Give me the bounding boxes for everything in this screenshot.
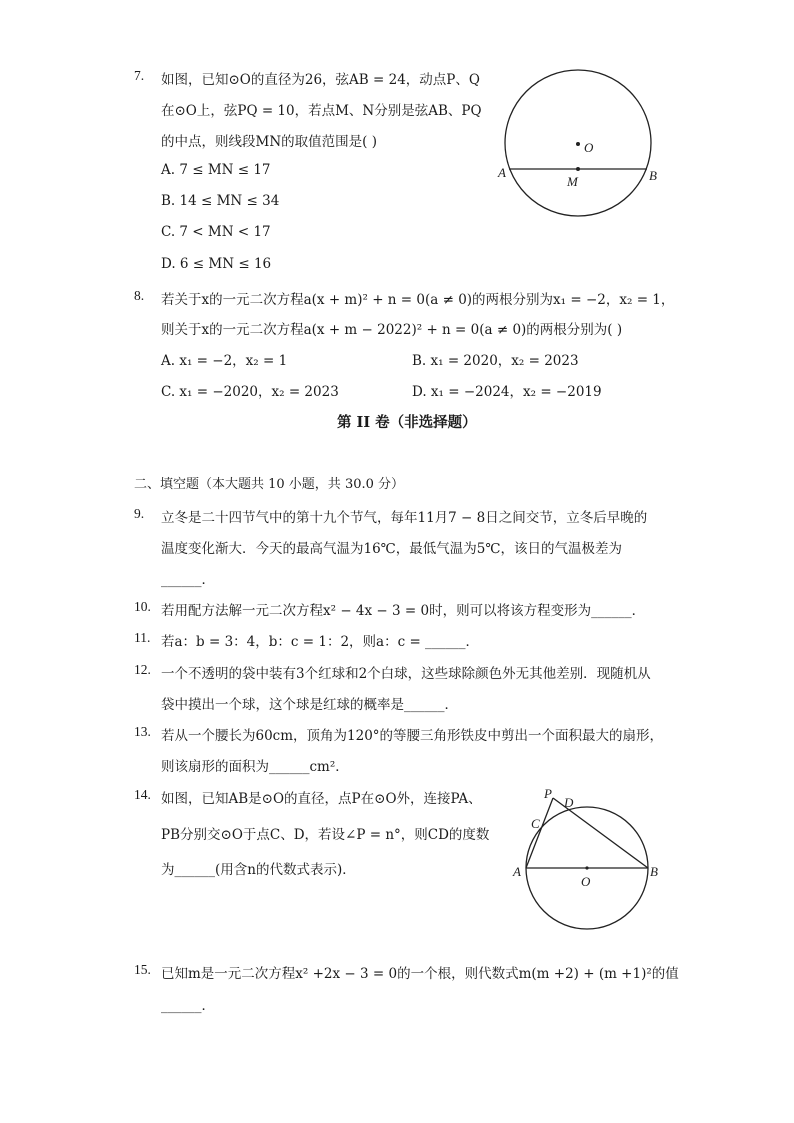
- q8-option-d: D. x₁ = −2024，x₂ = −2019: [412, 384, 602, 400]
- q12-line2: 袋中摸出一个球，这个球是红球的概率是______．: [161, 697, 458, 713]
- q14-line1: 如图，已知AB是⊙O的直径，点P在⊙O外，连接PA、: [161, 791, 482, 807]
- q13-line2: 则该扇形的面积为______cm²．: [161, 759, 349, 775]
- q13-line1: 若从一个腰长为60cm，顶角为120°的等腰三角形铁皮中剪出一个面积最大的扇形，: [161, 728, 664, 744]
- q7-point-m: [576, 167, 580, 171]
- q8-line1: 若关于x的一元二次方程a(x + m)² + n = 0(a ≠ 0)的两根分别为x₁ = −2，x₂ = 1，: [161, 292, 675, 308]
- q15-number: 15.: [134, 962, 151, 977]
- q9-line2: 温度变化渐大．今天的最高气温为16℃，最低气温为5℃，该日的气温极差为: [161, 541, 622, 557]
- q14-line3: 为______(用含n的代数式表示)．: [161, 862, 356, 878]
- q15-line2: ______．: [161, 998, 215, 1014]
- q8-option-a: A. x₁ = −2，x₂ = 1: [161, 353, 288, 369]
- q13-number: 13.: [134, 724, 151, 739]
- q14-point-o: [585, 866, 588, 869]
- q8-option-c: C. x₁ = −2020，x₂ = 2023: [161, 384, 339, 400]
- q14-label-b: B: [650, 864, 658, 879]
- q14-segment-pa: [526, 798, 553, 868]
- q7-option-a: A. 7 ≤ MN ≤ 17: [161, 162, 271, 178]
- q14-label-d: D: [564, 795, 574, 810]
- q7-line2: 在⊙O上，弦PQ = 10，若点M、N分别是弦AB、PQ: [161, 103, 482, 119]
- q7-option-b: B. 14 ≤ MN ≤ 34: [161, 193, 280, 209]
- q12-number: 12.: [134, 662, 151, 677]
- q7-option-d: D. 6 ≤ MN ≤ 16: [161, 256, 272, 272]
- section2-header: 二、填空题（本大题共 10 小题，共 30.0 分）: [134, 477, 405, 492]
- q14-label-p: P: [544, 786, 552, 801]
- q14-label-c: C: [531, 816, 540, 831]
- q7-point-o: [576, 142, 580, 146]
- q9-line1: 立冬是二十四节气中的第十九个节气，每年11月7 − 8日之间交节，立冬后早晚的: [161, 510, 648, 526]
- q8-option-b: B. x₁ = 2020，x₂ = 2023: [412, 353, 579, 369]
- q7-label-m: M: [567, 174, 578, 189]
- q7-label-b: B: [649, 168, 657, 183]
- q14-line2: PB分别交⊙O于点C、D，若设∠P = n°，则CD的度数: [161, 827, 490, 843]
- q9-line3: ______．: [161, 572, 215, 588]
- q14-label-a: A: [513, 864, 521, 879]
- q7-label-o: O: [584, 140, 594, 155]
- q7-line3: 的中点，则线段MN的取值范围是( ): [161, 134, 377, 150]
- q12-line1: 一个不透明的袋中装有3个红球和2个白球，这些球除颜色外无其他差别．现随机从: [161, 666, 651, 682]
- q10-text: 若用配方法解一元二次方程x² − 4x − 3 = 0时，则可以将该方程变形为______．: [161, 603, 646, 619]
- q8-line2: 则关于x的一元二次方程a(x + m − 2022)² + n = 0(a ≠ 0)的两根分别为( ): [161, 322, 623, 338]
- q7-label-a: A: [498, 165, 506, 180]
- q7-number: 7.: [134, 68, 145, 83]
- q14-circle-figure: [508, 784, 668, 934]
- q14-number: 14.: [134, 787, 151, 802]
- q8-number: 8.: [134, 288, 145, 303]
- q9-number: 9.: [134, 506, 145, 521]
- q7-line1: 如图，已知⊙O的直径为26，弦AB = 24，动点P、Q: [161, 72, 480, 88]
- q11-text: 若a：b = 3：4，b：c = 1：2，则a：c = ______．: [161, 634, 480, 650]
- q10-number: 10.: [134, 599, 151, 614]
- q7-option-c: C. 7 < MN < 17: [161, 224, 271, 240]
- part2-title: 第 II 卷（非选择题）: [337, 414, 477, 431]
- q7-circle-figure: [494, 60, 674, 230]
- q14-label-o: O: [581, 874, 591, 889]
- q11-number: 11.: [134, 630, 151, 645]
- q15-line1: 已知m是一元二次方程x² +2x − 3 = 0的一个根，则代数式m(m +2) + (m +1)²的值: [161, 966, 679, 982]
